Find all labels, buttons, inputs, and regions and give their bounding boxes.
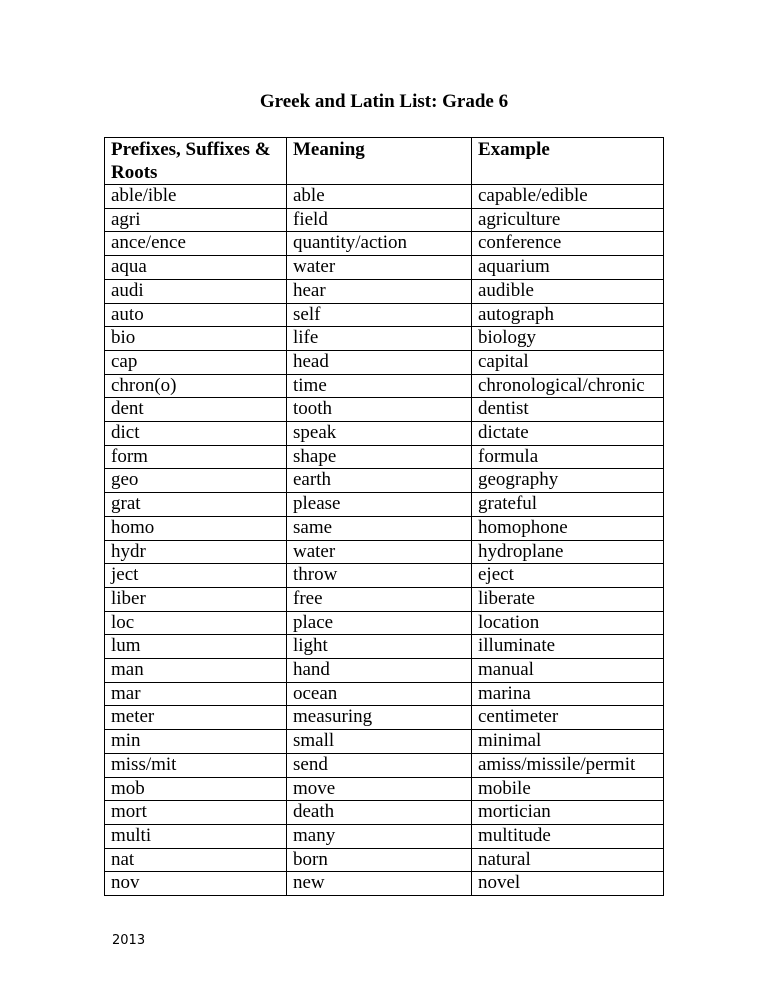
cell-meaning: many — [287, 824, 472, 848]
table-row — [105, 374, 664, 398]
cell-root: ject — [105, 564, 287, 588]
cell-root: meter — [105, 706, 287, 730]
table-body — [105, 185, 664, 896]
cell-example: marina — [472, 682, 664, 706]
cell-meaning: hand — [287, 659, 472, 683]
cell-example: novel — [472, 872, 664, 896]
table-row — [105, 706, 664, 730]
cell-root: ance/ence — [105, 232, 287, 256]
cell-example: aquarium — [472, 256, 664, 280]
table-row — [105, 445, 664, 469]
cell-example: liberate — [472, 587, 664, 611]
cell-root: nov — [105, 872, 287, 896]
cell-root: hydr — [105, 540, 287, 564]
cell-example: conference — [472, 232, 664, 256]
cell-root: chron(o) — [105, 374, 287, 398]
table-row — [105, 232, 664, 256]
cell-root: audi — [105, 279, 287, 303]
cell-root: geo — [105, 469, 287, 493]
cell-example: location — [472, 611, 664, 635]
cell-meaning: quantity/action — [287, 232, 472, 256]
cell-meaning: measuring — [287, 706, 472, 730]
cell-meaning: new — [287, 872, 472, 896]
cell-meaning: able — [287, 185, 472, 209]
cell-root: agri — [105, 208, 287, 232]
table-row — [105, 540, 664, 564]
cell-root: min — [105, 730, 287, 754]
cell-root: bio — [105, 327, 287, 351]
vocabulary-table — [104, 137, 664, 896]
table-row — [105, 659, 664, 683]
cell-meaning: light — [287, 635, 472, 659]
cell-root: mar — [105, 682, 287, 706]
cell-root: multi — [105, 824, 287, 848]
cell-meaning: same — [287, 516, 472, 540]
cell-root: dent — [105, 398, 287, 422]
table-row — [105, 279, 664, 303]
cell-meaning: tooth — [287, 398, 472, 422]
table-row — [105, 350, 664, 374]
cell-meaning: ocean — [287, 682, 472, 706]
cell-root: cap — [105, 350, 287, 374]
table-row — [105, 493, 664, 517]
cell-root: miss/mit — [105, 753, 287, 777]
cell-example: manual — [472, 659, 664, 683]
cell-meaning: life — [287, 327, 472, 351]
cell-meaning: hear — [287, 279, 472, 303]
table-row — [105, 516, 664, 540]
cell-example: geography — [472, 469, 664, 493]
header-meaning: Meaning — [287, 138, 472, 185]
cell-root: nat — [105, 848, 287, 872]
table-row — [105, 422, 664, 446]
header-roots: Prefixes, Suffixes & Roots — [105, 138, 287, 185]
cell-meaning: water — [287, 540, 472, 564]
table-row — [105, 753, 664, 777]
table-row — [105, 564, 664, 588]
cell-example: biology — [472, 327, 664, 351]
cell-example: multitude — [472, 824, 664, 848]
cell-example: eject — [472, 564, 664, 588]
document-title: Greek and Latin List: Grade 6 — [259, 91, 509, 112]
cell-example: capable/edible — [472, 185, 664, 209]
table-row — [105, 730, 664, 754]
header-example: Example — [472, 138, 664, 185]
table-row — [105, 872, 664, 896]
cell-example: illuminate — [472, 635, 664, 659]
cell-example: mobile — [472, 777, 664, 801]
table-row — [105, 327, 664, 351]
table-row — [105, 303, 664, 327]
cell-example: chronological/chronic — [472, 374, 664, 398]
cell-example: minimal — [472, 730, 664, 754]
table-row — [105, 611, 664, 635]
cell-root: mort — [105, 801, 287, 825]
cell-meaning: free — [287, 587, 472, 611]
cell-root: mob — [105, 777, 287, 801]
header-row — [105, 138, 664, 185]
table-row — [105, 587, 664, 611]
cell-root: man — [105, 659, 287, 683]
table-row — [105, 682, 664, 706]
cell-example: dentist — [472, 398, 664, 422]
cell-meaning: move — [287, 777, 472, 801]
cell-example: natural — [472, 848, 664, 872]
cell-meaning: please — [287, 493, 472, 517]
cell-meaning: water — [287, 256, 472, 280]
cell-example: mortician — [472, 801, 664, 825]
cell-root: grat — [105, 493, 287, 517]
table-row — [105, 398, 664, 422]
cell-example: capital — [472, 350, 664, 374]
cell-meaning: death — [287, 801, 472, 825]
table-header — [105, 138, 664, 185]
table-row — [105, 185, 664, 209]
table-row — [105, 824, 664, 848]
cell-example: autograph — [472, 303, 664, 327]
cell-root: able/ible — [105, 185, 287, 209]
table-row — [105, 848, 664, 872]
cell-root: dict — [105, 422, 287, 446]
cell-example: homophone — [472, 516, 664, 540]
cell-meaning: send — [287, 753, 472, 777]
cell-root: loc — [105, 611, 287, 635]
table-row — [105, 635, 664, 659]
table-row — [105, 777, 664, 801]
cell-root: homo — [105, 516, 287, 540]
table-row — [105, 208, 664, 232]
cell-meaning: self — [287, 303, 472, 327]
cell-root: form — [105, 445, 287, 469]
cell-root: liber — [105, 587, 287, 611]
table-row — [105, 256, 664, 280]
cell-meaning: time — [287, 374, 472, 398]
table-row — [105, 469, 664, 493]
cell-meaning: field — [287, 208, 472, 232]
cell-example: formula — [472, 445, 664, 469]
cell-root: auto — [105, 303, 287, 327]
page-footer-year: 2013 — [112, 933, 146, 948]
cell-meaning: throw — [287, 564, 472, 588]
cell-example: audible — [472, 279, 664, 303]
cell-meaning: earth — [287, 469, 472, 493]
cell-meaning: shape — [287, 445, 472, 469]
cell-meaning: place — [287, 611, 472, 635]
cell-example: hydroplane — [472, 540, 664, 564]
table-row — [105, 801, 664, 825]
cell-meaning: small — [287, 730, 472, 754]
cell-example: agriculture — [472, 208, 664, 232]
cell-example: dictate — [472, 422, 664, 446]
cell-meaning: speak — [287, 422, 472, 446]
cell-meaning: head — [287, 350, 472, 374]
cell-example: centimeter — [472, 706, 664, 730]
cell-root: lum — [105, 635, 287, 659]
cell-example: amiss/missile/permit — [472, 753, 664, 777]
cell-example: grateful — [472, 493, 664, 517]
cell-meaning: born — [287, 848, 472, 872]
cell-root: aqua — [105, 256, 287, 280]
